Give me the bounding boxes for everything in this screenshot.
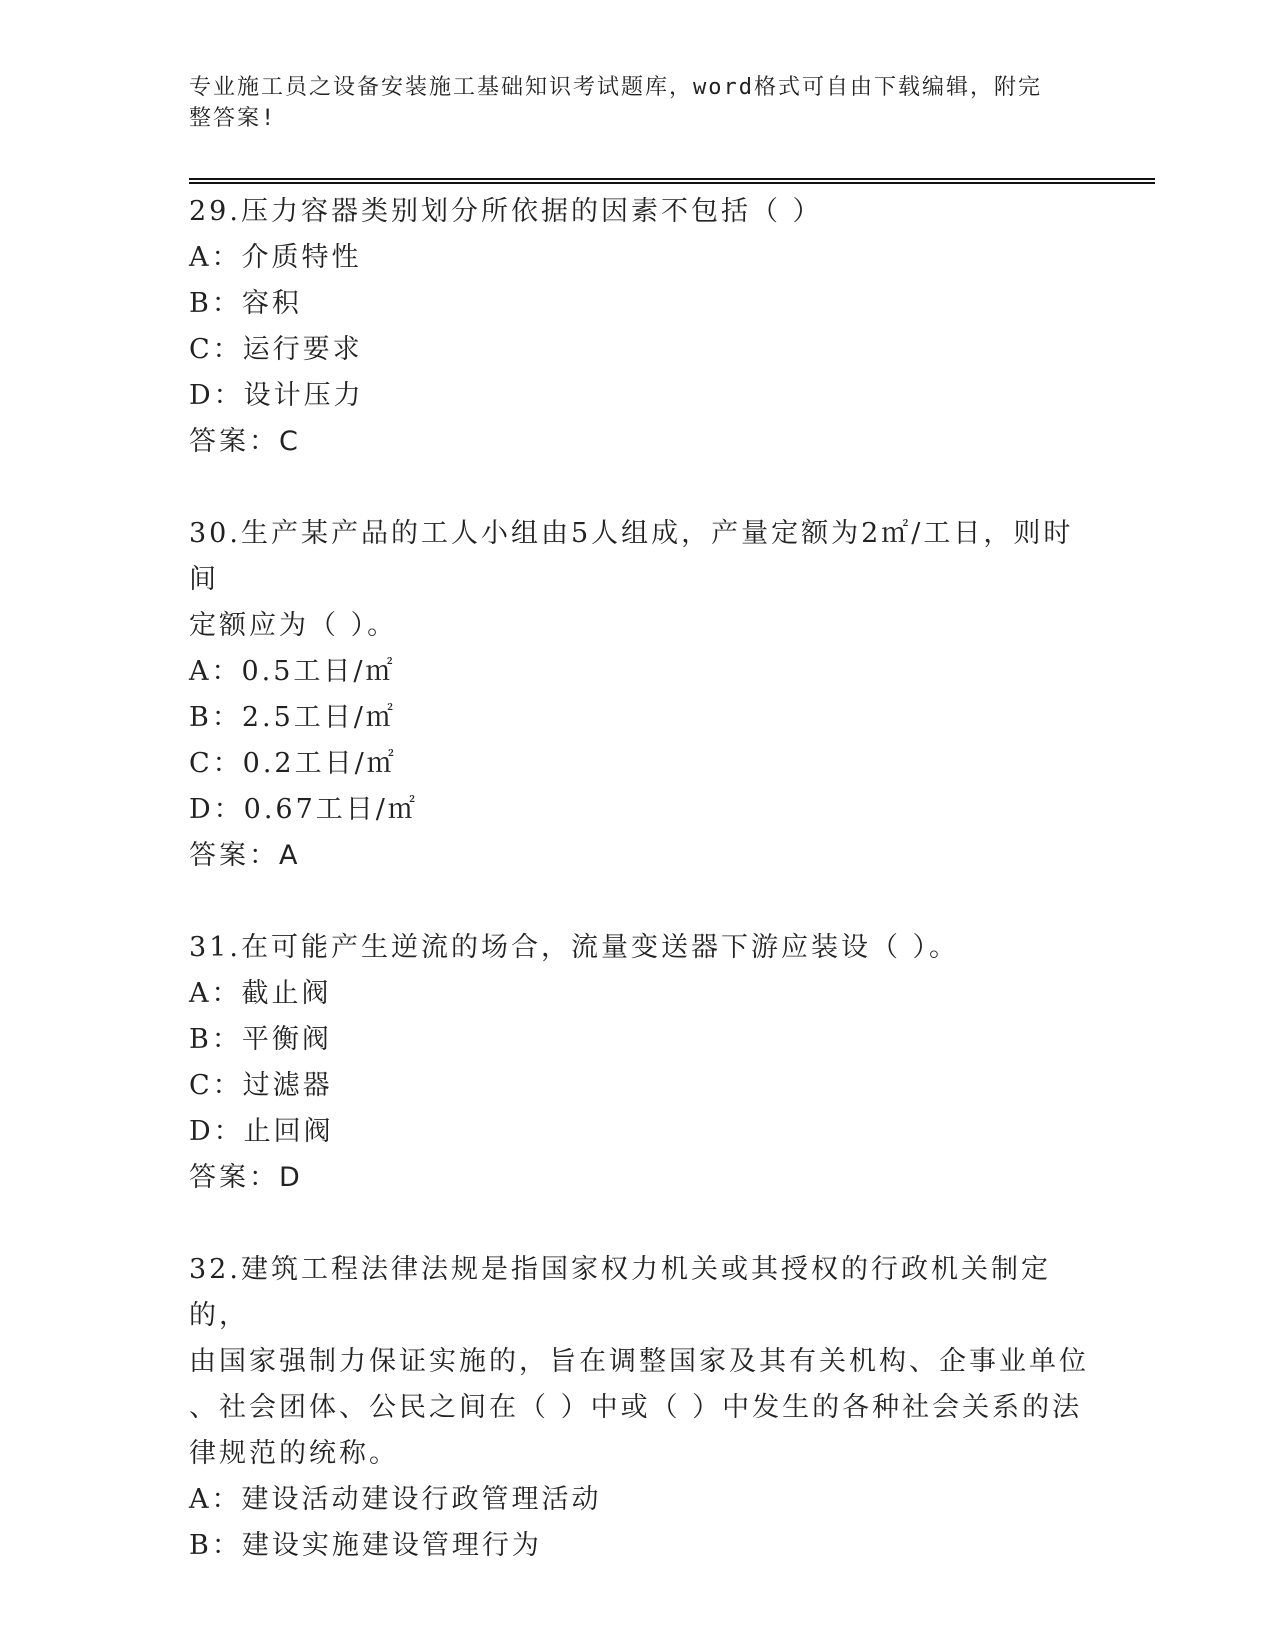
question-stem	[189, 189, 1089, 235]
question-list	[189, 189, 1089, 1615]
question-stem	[189, 1247, 1089, 1477]
option-c: C：运行要求	[189, 334, 363, 365]
stem-line: 定额应为（ ）。	[189, 610, 398, 641]
question-29	[189, 189, 1089, 465]
option-b: B：平衡阀	[189, 1024, 332, 1055]
header-divider-bottom	[189, 182, 1155, 184]
option-d: D：设计压力	[189, 380, 364, 411]
answer: 答案：C	[189, 426, 301, 457]
question-stem	[189, 511, 1089, 649]
stem-line: 29.压力容器类别划分所依据的因素不包括（ ）	[189, 196, 823, 227]
question-31	[189, 925, 1089, 1201]
answer: 答案：A	[189, 840, 301, 871]
stem-line: 律规范的统称。	[189, 1438, 399, 1469]
stem-line: 31.在可能产生逆流的场合，流量变送器下游应装设（ ）。	[189, 932, 960, 963]
option-b: B：建设实施建设管理行为	[189, 1530, 542, 1561]
stem-line: 、社会团体、公民之间在（ ）中或（ ）中发生的各种社会关系的法	[189, 1392, 1083, 1423]
answer: 答案：D	[189, 1162, 303, 1193]
option-a: A：0.5工日/㎡	[189, 656, 396, 687]
header-divider-top	[189, 178, 1155, 180]
option-b: B：2.5工日/㎡	[189, 702, 396, 733]
option-b: B：容积	[189, 288, 302, 319]
page-header	[189, 72, 1069, 134]
stem-line: 30.生产某产品的工人小组由5人组成，产量定额为2㎡/工日，则时间	[189, 518, 1074, 595]
question-32	[189, 1247, 1089, 1569]
header-line-2: 整答案!	[189, 106, 277, 131]
option-d: D：0.67工日/㎡	[189, 794, 418, 825]
option-a: A：介质特性	[189, 242, 362, 273]
option-a: A：截止阀	[189, 978, 332, 1009]
option-d: D：止回阀	[189, 1116, 334, 1147]
option-c: C：0.2工日/㎡	[189, 748, 397, 779]
question-30	[189, 511, 1089, 879]
stem-line: 由国家强制力保证实施的，旨在调整国家及其有关机构、企事业单位	[189, 1346, 1089, 1377]
header-line-1: 专业施工员之设备安装施工基础知识考试题库，word格式可自由下载编辑，附完	[189, 75, 1042, 100]
option-a: A：建设活动建设行政管理活动	[189, 1484, 602, 1515]
question-stem	[189, 925, 1089, 971]
stem-line: 32.建筑工程法律法规是指国家权力机关或其授权的行政机关制定的，	[189, 1254, 1051, 1331]
option-c: C：过滤器	[189, 1070, 333, 1101]
